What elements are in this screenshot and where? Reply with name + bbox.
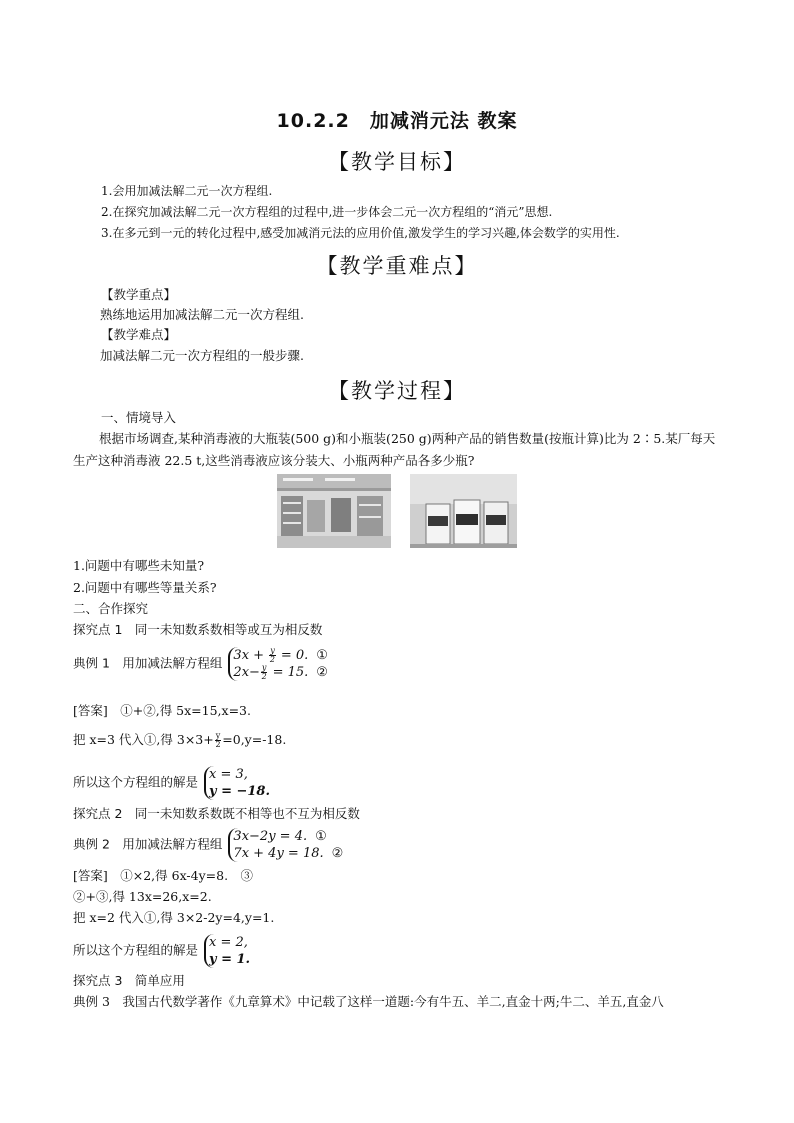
solution-2: 所以这个方程组的解是 x = 2, y = 1. (73, 935, 251, 967)
explore-point-1: 探究点 1 同一未知数系数相等或互为相反数 (73, 622, 323, 637)
system-1-eq-2: 2x− $\frac{y}{2}$ = 15. ② (233, 663, 328, 681)
answer-2-line-3: 把 x=2 代入①,得 3×2-2y=4,y=1. (73, 910, 275, 925)
page-title: 10.2.2 加减消元法 教案 (276, 110, 518, 132)
explore-point-2: 探究点 2 同一未知数系数既不相等也不互为相反数 (73, 806, 360, 821)
difficulty-label: 【教学难点】 (101, 327, 177, 342)
question-1: 1.问题中有哪些未知量? (73, 558, 205, 573)
example-3: 典例 3 我国古代数学著作《九章算术》中记载了这样一道题:今有牛五、羊二,直金十两;牛二、羊五,直金八 (73, 994, 664, 1009)
answer-1-line-1: [答案] ①+②,得 5x=15,x=3. (73, 703, 251, 718)
intro-paragraph: 根据市场调查,某种消毒液的大瓶装(500 g)和小瓶装(250 g)两种产品的销售数量(按瓶计算)比为 2∶5.某厂每天生产这种消毒液 22.5 t,这些消毒液应该分装大、小瓶两种产品各多少瓶? (73, 431, 716, 468)
equation-system-2 (228, 828, 343, 862)
example-1-label: 典例 1 用加减法解方程组 (73, 655, 223, 671)
key-point-text: 熟练地运用加减法解二元一次方程组. (100, 307, 304, 322)
explore-point-3: 探究点 3 简单应用 (73, 973, 185, 988)
goal-2: 2.在探究加减法解二元一次方程组的过程中,进一步体会二元一次方程组的“消元”思想. (101, 205, 553, 219)
explore-heading: 二、合作探究 (73, 601, 149, 616)
equation-system-1 (228, 647, 328, 681)
solution-1-system: x = 3, y = −18. (204, 766, 270, 800)
supermarket-photo (277, 474, 391, 548)
solution-1: 所以这个方程组的解是 x = 3, y = −18. (73, 767, 271, 799)
key-point-label: 【教学重点】 (101, 287, 177, 302)
section-heading-keys: 【教学重难点】 (316, 254, 478, 278)
goal-3: 3.在多元到一元的转化过程中,感受加减消元法的应用价值,激发学生的学习兴趣,体会数学的实用性. (101, 226, 620, 240)
section-heading-goals: 【教学目标】 (328, 150, 466, 174)
system-2-eq-1: 3x−2y = 4. ① (233, 829, 327, 844)
system-1-eq-1: 3x + $\frac{y}{2}$ = 0. ① (233, 646, 328, 664)
answer-2-line-2: ②+③,得 13x=26,x=2. (73, 889, 212, 904)
example-2 (73, 828, 343, 862)
section-heading-process: 【教学过程】 (328, 379, 466, 403)
goal-1: 1.会用加减法解二元一次方程组. (101, 184, 273, 198)
answer-1-line-2: 把 x=3 代入①,得 3×3+ $\frac{y}{2}$ =0,y=-18. (73, 731, 287, 749)
system-2-eq-2: 7x + 4y = 18. ② (233, 846, 344, 861)
difficulty-text: 加减法解二元一次方程组的一般步骤. (100, 348, 304, 363)
intro-heading: 一、情境导入 (101, 410, 177, 425)
disinfectant-bottles-photo (410, 474, 517, 548)
answer-2-line-1: [答案] ①×2,得 6x-4y=8. ③ (73, 868, 254, 883)
question-2: 2.问题中有哪些等量关系? (73, 580, 217, 595)
example-1 (73, 647, 328, 681)
solution-2-system: x = 2, y = 1. (204, 934, 250, 968)
example-2-label: 典例 2 用加减法解方程组 (73, 836, 223, 852)
